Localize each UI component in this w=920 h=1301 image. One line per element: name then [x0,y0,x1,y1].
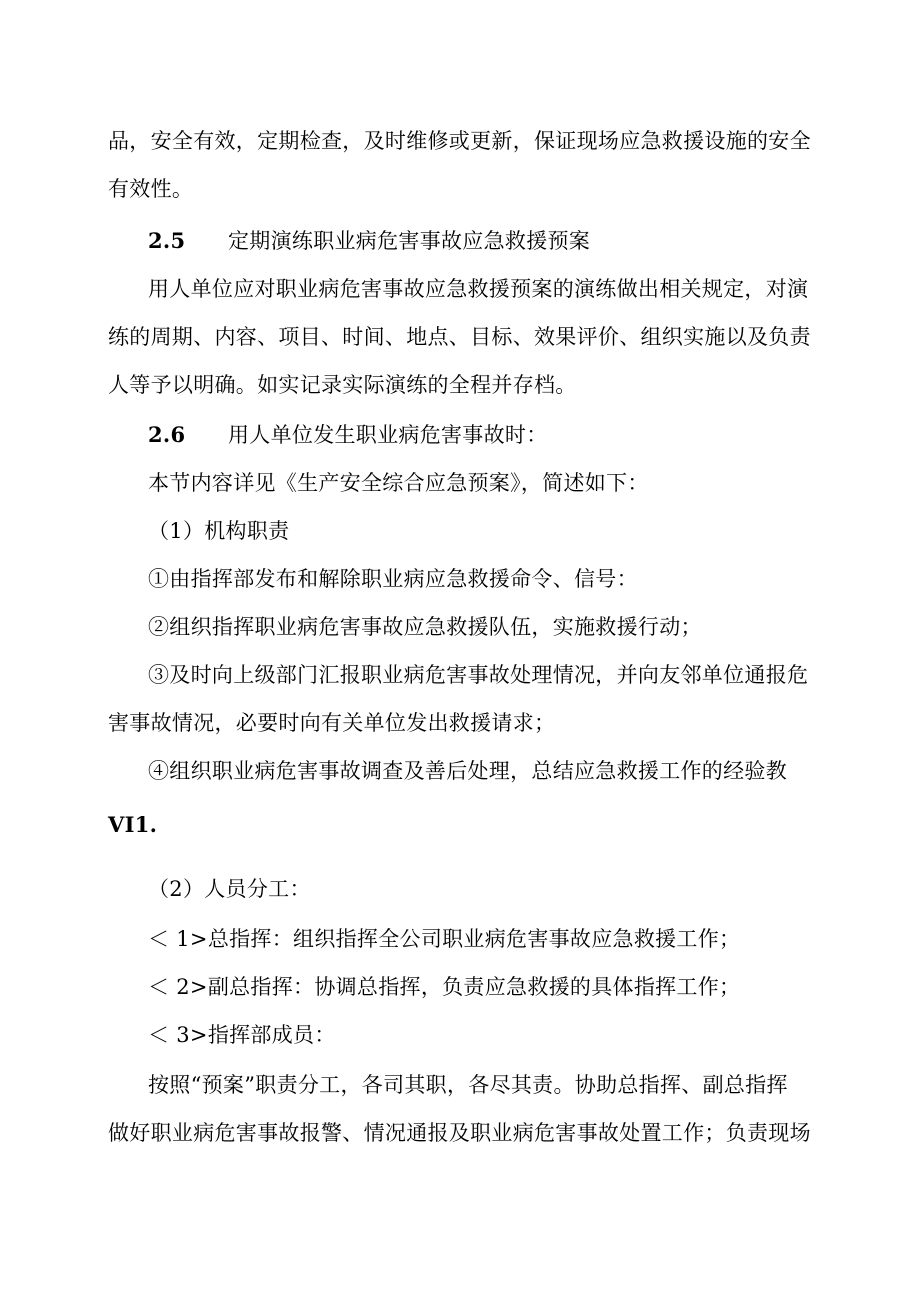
subsection-1-heading: （1）机构职责 [148,519,290,543]
paragraph-1-line-1: 品，安全有效，定期检查，及时维修或更新，保证现场应急救援设施的安全 [108,129,811,153]
section-2-5-heading [148,228,590,254]
list-item-4-line-1: ④组织职业病危害事故调查及善后处理，总结应急救援工作的经验教 [148,759,787,783]
list-item-3-line-2: 害事故情况，必要时向有关单位发出救援请求； [108,711,556,735]
subsection-2-heading: （2）人员分工： [148,877,311,901]
section-title: 定期演练职业病危害事故应急救援预案 [228,229,591,253]
paragraph-2-line-3: 人等予以明确。如实记录实际演练的全程并存档。 [108,373,577,397]
role-item-3: ＜ 3>指挥部成员： [148,1023,336,1047]
section-number: 2.6 [148,422,186,447]
list-item-3-line-1: ③及时向上级部门汇报职业病危害事故处理情况，并向友邻单位通报危 [148,663,809,687]
paragraph-3: 本节内容详见《生产安全综合应急预案》，简述如下： [148,471,649,495]
paragraph-1-line-2: 有效性。 [108,177,194,201]
section-2-6-heading [148,422,548,448]
section-title: 用人单位发生职业病危害事故时： [228,423,548,447]
list-item-1: ①由指挥部发布和解除职业病应急救援命令、信号： [148,567,638,591]
section-number: 2.5 [148,228,186,253]
role-item-2: ＜ 2>副总指挥：协调总指挥，负责应急救援的具体指挥工作； [148,975,741,999]
role-item-1: ＜ 1>总指挥：组织指挥全公司职业病危害事故应急救援工作； [148,927,741,951]
paragraph-4-line-2: 做好职业病危害事故报警、情况通报及职业病危害事故处置工作；负责现场 [108,1121,811,1145]
list-item-2: ②组织指挥职业病危害事故应急救援队伍，实施救援行动； [148,615,702,639]
paragraph-4-line-1: 按照“预案”职责分工，各司其职，各尽其责。协助总指挥、副总指挥 [148,1073,788,1097]
paragraph-2-line-1: 用人单位应对职业病危害事故应急救援预案的演练做出相关规定，对演 [148,277,809,301]
paragraph-2-line-2: 练的周期、内容、项目、时间、地点、目标、效果评价、组织实施以及负责 [108,325,811,349]
list-item-4-line-2: VI1. [108,812,158,837]
